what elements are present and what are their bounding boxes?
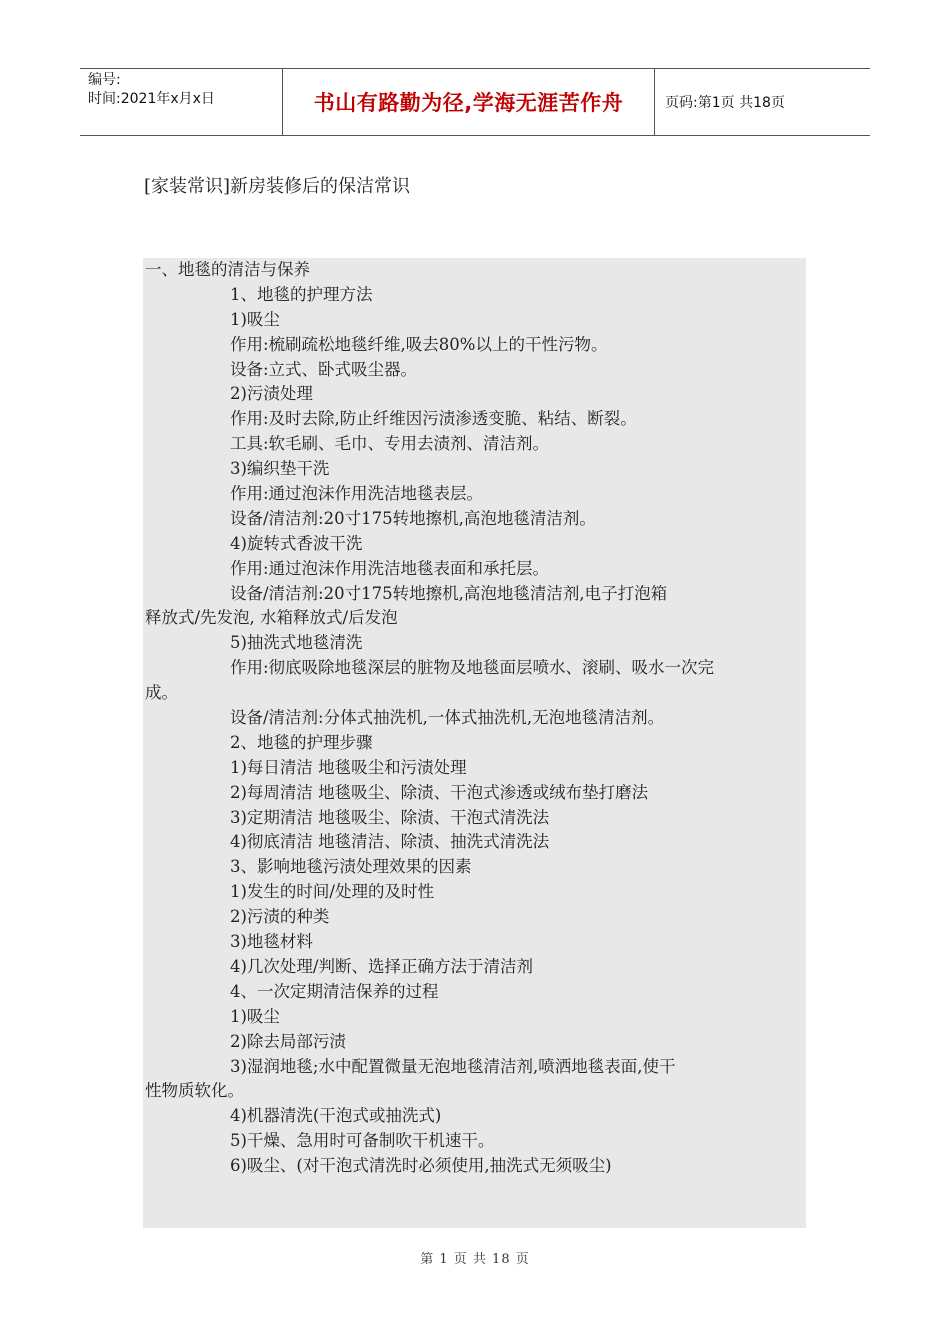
page-footer: 第 1 页 共 18 页 (420, 1252, 530, 1267)
content-line: 3)编织垫干洗 (230, 459, 330, 479)
content-line: 1、地毯的护理方法 (230, 284, 373, 304)
content-line: 2、地毯的护理步骤 (230, 732, 373, 752)
content-line: 3)定期清洁 地毯吸尘、除渍、干泡式清洗法 (230, 807, 550, 827)
content-line: 1)吸尘 (230, 1006, 280, 1026)
content-line: 设备:立式、卧式吸尘器。 (230, 359, 418, 379)
content-block (143, 258, 806, 1228)
content-line: 2)除去局部污渍 (230, 1031, 346, 1051)
content-line: 设备/清洁剂:20寸175转地擦机,高泡地毯清洁剂。 (230, 508, 596, 528)
page-header (80, 68, 870, 136)
content-line: 5)干燥、急用时可备制吹干机速干。 (230, 1131, 495, 1151)
content-line: 3)湿润地毯;水中配置微量无泡地毯清洁剂,喷洒地毯表面,使干 (230, 1056, 676, 1076)
content-line: 4、一次定期清洁保养的过程 (230, 981, 439, 1001)
content-line: 释放式/先发泡, 水箱释放式/后发泡 (145, 608, 398, 628)
date-label: 时间:2021年x月x日 (88, 91, 215, 107)
content-line: 4)旋转式香波干洗 (230, 533, 363, 553)
content-line: 2)每周清洁 地毯吸尘、除渍、干泡式渗透或绒布垫打磨法 (230, 782, 649, 802)
header-meta (80, 69, 282, 135)
content-line: 成。 (145, 683, 178, 703)
content-line: 5)抽洗式地毯清洗 (230, 633, 363, 653)
content-line: 设备/清洁剂:20寸175转地擦机,高泡地毯清洁剂,电子打泡箱 (230, 583, 668, 603)
content-line: 2)污渍的种类 (230, 907, 330, 927)
content-line: 一、地毯的清洁与保养 (145, 260, 310, 279)
content-line: 作用:通过泡沫作用洗洁地毯表层。 (230, 484, 484, 504)
content-line: 2)污渍处理 (230, 384, 313, 404)
header-motto: 书山有路勤为径,学海无涯苦作舟 (282, 69, 655, 135)
document-title: [家装常识]新房装修后的保洁常识 (144, 176, 411, 197)
content-line: 3)地毯材料 (230, 932, 313, 952)
content-line: 作用:通过泡沫作用洗洁地毯表面和承托层。 (230, 558, 550, 578)
content-line: 作用:彻底吸除地毯深层的脏物及地毯面层喷水、滚刷、吸水一次完 (230, 658, 715, 678)
content-line: 4)机器清洗(干泡式或抽洗式) (230, 1106, 442, 1126)
content-line: 6)吸尘、(对干泡式清洗时必须使用,抽洗式无须吸尘) (230, 1156, 612, 1176)
content-line: 设备/清洁剂:分体式抽洗机,一体式抽洗机,无泡地毯清洁剂。 (230, 708, 665, 728)
content-line: 作用:及时去除,防止纤维因污渍渗透变脆、粘结、断裂。 (230, 409, 637, 429)
content-line: 工具:软毛刷、毛巾、专用去渍剂、清洁剂。 (230, 434, 550, 454)
content-line: 4)几次处理/判断、选择正确方法于清洁剂 (230, 956, 533, 976)
content-line: 4)彻底清洁 地毯清洁、除渍、抽洗式清洗法 (230, 832, 550, 852)
serial-label: 编号: (88, 72, 121, 88)
content-line: 1)每日清洁 地毯吸尘和污渍处理 (230, 757, 467, 777)
header-page-info: 页码:第1页 共18页 (665, 95, 785, 111)
content-line: 作用:梳刷疏松地毯纤维,吸去80%以上的干性污物。 (230, 334, 608, 354)
content-line: 1)吸尘 (230, 309, 280, 329)
content-line: 性物质软化。 (145, 1081, 244, 1101)
content-line: 1)发生的时间/处理的及时性 (230, 882, 434, 902)
content-line: 3、影响地毯污渍处理效果的因素 (230, 857, 472, 877)
